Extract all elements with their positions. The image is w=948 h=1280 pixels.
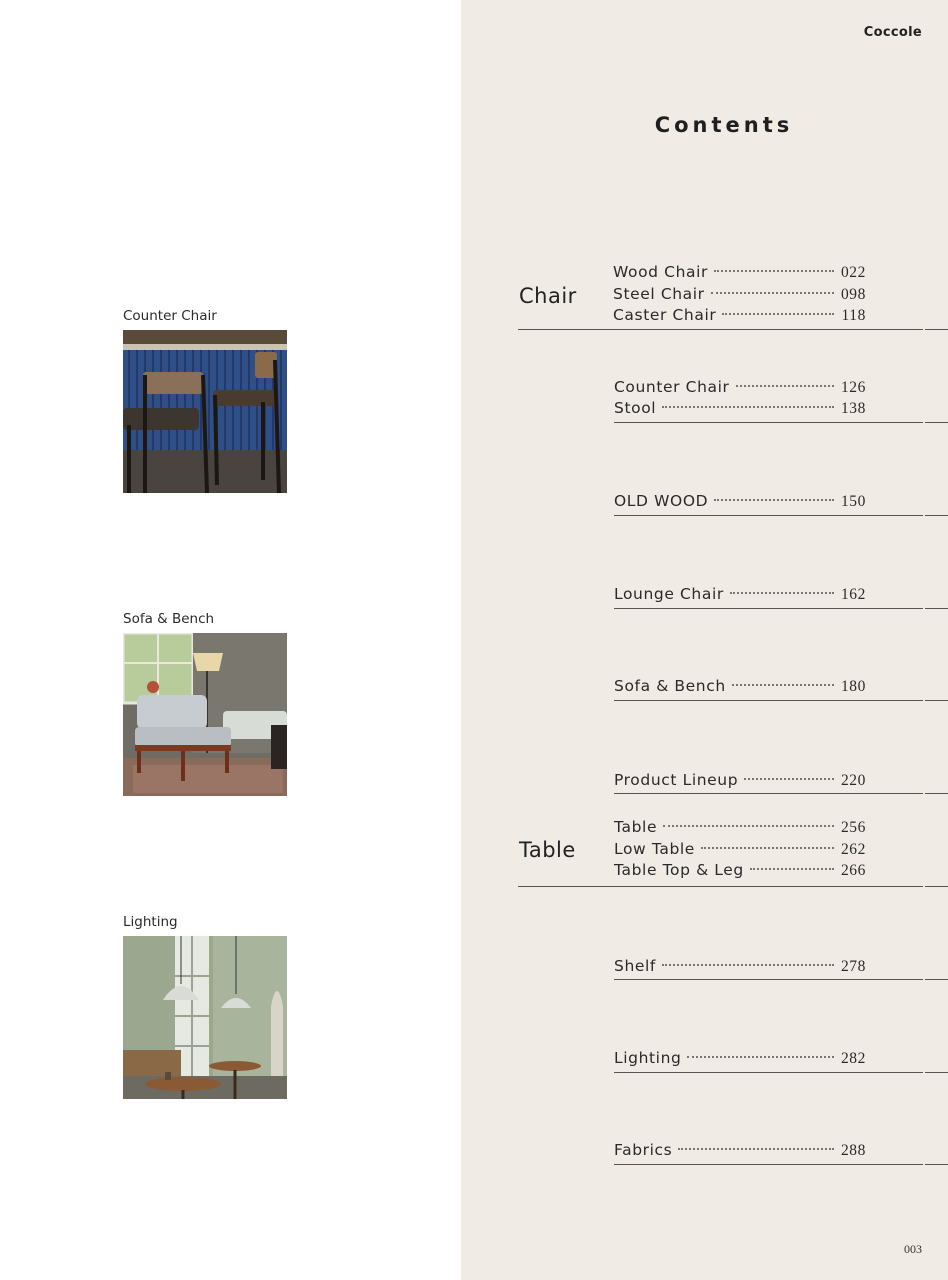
- toc-page-number: 138: [840, 400, 866, 417]
- toc-entry-caster-chair[interactable]: [613, 306, 866, 327]
- toc-page-number: 266: [840, 862, 866, 879]
- divider-line: [925, 1072, 948, 1073]
- divider-line: [925, 608, 948, 609]
- photo-block-lighting: [123, 914, 287, 1099]
- toc-page-number: 288: [840, 1142, 866, 1159]
- toc-page-number: 180: [840, 678, 866, 695]
- toc-label: Fabrics: [614, 1141, 673, 1159]
- toc-entry-steel-chair[interactable]: [613, 285, 866, 306]
- toc-label: Lounge Chair: [614, 585, 724, 603]
- toc-entry-product-lineup[interactable]: [614, 771, 866, 792]
- toc-label: Low Table: [614, 840, 695, 858]
- toc-page-number: 126: [840, 379, 866, 396]
- divider-line: [925, 886, 948, 887]
- photo-caption: Sofa & Bench: [123, 611, 215, 627]
- toc-page-number: 278: [840, 958, 866, 975]
- toc-label: Caster Chair: [613, 306, 717, 324]
- photo-block-counter-chair: [123, 308, 287, 493]
- divider-line: [925, 1164, 948, 1165]
- toc-label: Wood Chair: [613, 263, 708, 281]
- toc-label: Steel Chair: [613, 285, 705, 303]
- toc-entry-shelf[interactable]: [614, 957, 866, 978]
- toc-label: Stool: [614, 399, 657, 417]
- toc-page-number: 098: [840, 286, 866, 303]
- toc-label: Product Lineup: [614, 771, 739, 789]
- toc-page-number: 262: [840, 841, 866, 858]
- photo-caption: Counter Chair: [123, 308, 217, 324]
- brand-name: Coccole: [863, 25, 922, 40]
- divider-line: [925, 422, 948, 423]
- divider-line: [614, 700, 923, 701]
- photo-caption: Lighting: [123, 914, 178, 930]
- divider-line: [614, 515, 923, 516]
- toc-page-number: 022: [840, 264, 866, 281]
- toc-page-number: 256: [840, 819, 866, 836]
- leader-dots: [701, 847, 834, 849]
- leader-dots: [722, 313, 834, 315]
- section-label-chair: Chair: [519, 284, 577, 308]
- toc-entry-counter-chair[interactable]: [614, 378, 866, 399]
- toc-entry-lighting[interactable]: [614, 1049, 866, 1070]
- divider-line: [518, 329, 923, 330]
- lighting-photo: [123, 936, 287, 1099]
- toc-entry-table[interactable]: [614, 818, 866, 839]
- leader-dots: [730, 592, 834, 594]
- toc-entry-table-top-leg[interactable]: [614, 861, 866, 882]
- divider-line: [925, 515, 948, 516]
- toc-entry-fabrics[interactable]: [614, 1141, 866, 1162]
- page-title: Contents: [654, 113, 794, 137]
- leader-dots: [687, 1056, 834, 1058]
- sofa-bench-photo: [123, 633, 287, 796]
- contents-panel: [461, 0, 948, 1280]
- toc-page-number: 220: [840, 772, 866, 789]
- divider-line: [925, 979, 948, 980]
- toc-label: Counter Chair: [614, 378, 730, 396]
- photo-block-sofa-bench: [123, 611, 287, 796]
- leader-dots: [678, 1148, 834, 1150]
- divider-line: [614, 1164, 923, 1165]
- page-number: 003: [904, 1242, 922, 1256]
- divider-line: [614, 422, 923, 423]
- toc-entry-sofa-bench[interactable]: [614, 677, 866, 698]
- leader-dots: [663, 825, 834, 827]
- toc-label: Lighting: [614, 1049, 682, 1067]
- divider-line: [614, 793, 923, 794]
- toc-label: Table: [614, 818, 658, 836]
- toc-label: Sofa & Bench: [614, 677, 726, 695]
- leader-dots: [744, 778, 834, 780]
- divider-line: [614, 1072, 923, 1073]
- divider-line: [614, 608, 923, 609]
- toc-label: OLD WOOD: [614, 492, 709, 510]
- leader-dots: [736, 385, 835, 387]
- toc-page-number: 282: [840, 1050, 866, 1067]
- toc-entry-old-wood[interactable]: [614, 492, 866, 513]
- counter-chair-photo: [123, 330, 287, 493]
- toc-entry-wood-chair[interactable]: [613, 263, 866, 284]
- toc-page-number: 118: [841, 307, 866, 324]
- leader-dots: [662, 964, 834, 966]
- leader-dots: [662, 406, 834, 408]
- toc-label: Table Top & Leg: [614, 861, 744, 879]
- leader-dots: [714, 270, 834, 272]
- leader-dots: [711, 292, 834, 294]
- leader-dots: [750, 868, 834, 870]
- leader-dots: [714, 499, 834, 501]
- divider-line: [925, 700, 948, 701]
- divider-line: [614, 979, 923, 980]
- divider-line: [925, 793, 948, 794]
- toc-page-number: 150: [840, 493, 866, 510]
- toc-page-number: 162: [840, 586, 866, 603]
- section-label-table: Table: [519, 838, 576, 862]
- toc-entry-low-table[interactable]: [614, 840, 866, 861]
- divider-line: [925, 329, 948, 330]
- toc-label: Shelf: [614, 957, 656, 975]
- toc-entry-lounge-chair[interactable]: [614, 585, 866, 606]
- divider-line: [518, 886, 923, 887]
- toc-entry-stool[interactable]: [614, 399, 866, 420]
- leader-dots: [732, 684, 834, 686]
